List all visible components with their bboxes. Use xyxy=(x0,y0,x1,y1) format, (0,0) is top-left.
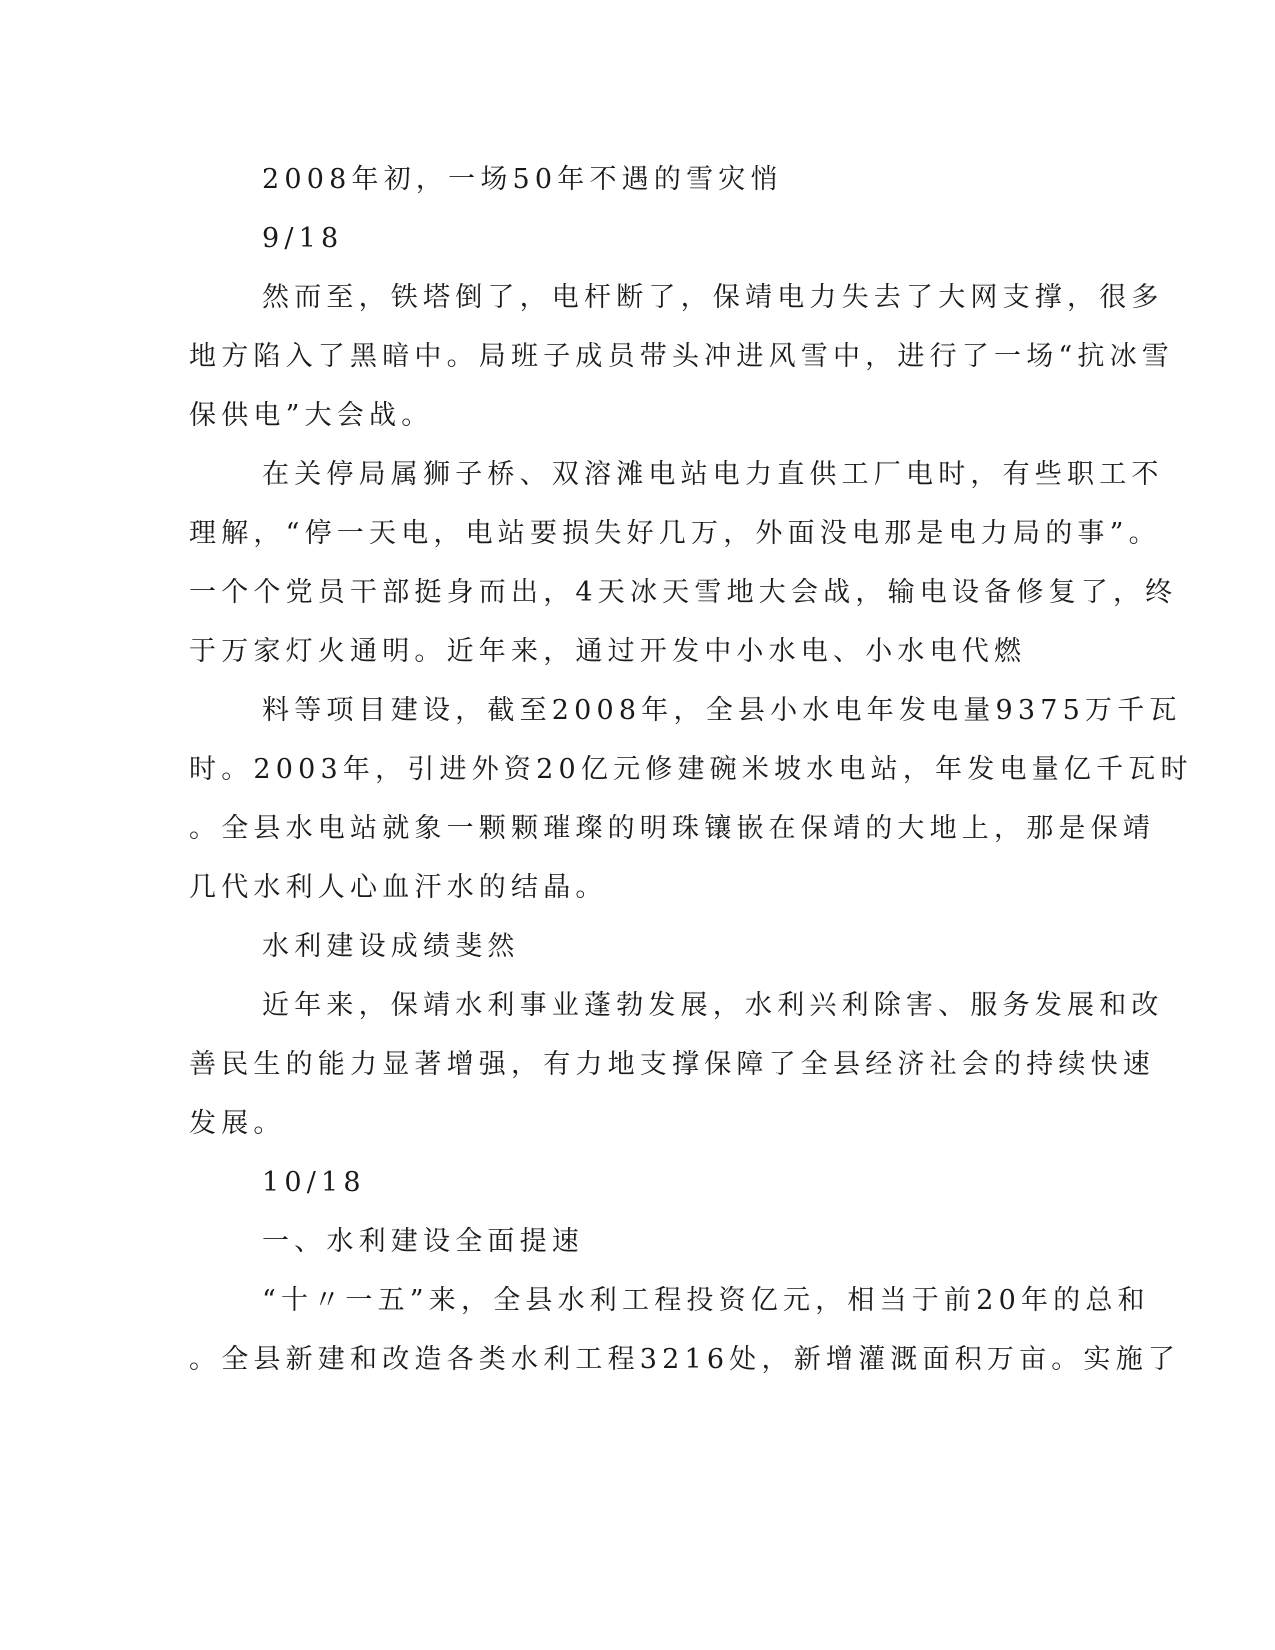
text-line: 于万家灯火通明。近年来，通过开发中小水电、小水电代燃 xyxy=(189,636,1027,667)
page-number: 10/18 xyxy=(262,1167,366,1198)
text-line: 2008年初，一场50年不遇的雪灾悄 xyxy=(262,164,783,195)
section-heading: 一、水利建设全面提速 xyxy=(262,1226,584,1257)
text-line: 近年来，保靖水利事业蓬勃发展，水利兴利除害、服务发展和改 xyxy=(262,990,1164,1021)
text-line: 料等项目建设，截至2008年，全县小水电年发电量9375万千瓦 xyxy=(262,695,1182,726)
text-line: 保供电”大会战。 xyxy=(189,400,434,431)
text-line: 。全县新建和改造各类水利工程3216处，新增灌溉面积万亩。实施了 xyxy=(189,1344,1181,1375)
text-line: 时。2003年，引进外资20亿元修建碗米坡水电站，年发电量亿千瓦时 xyxy=(189,754,1193,785)
text-line: 。全县水电站就象一颗颗璀璨的明珠镶嵌在保靖的大地上，那是保靖 xyxy=(189,813,1155,844)
text-line: 一个个党员干部挺身而出，4天冰天雪地大会战，输电设备修复了，终 xyxy=(189,577,1178,608)
text-line: 在关停局属狮子桥、双溶滩电站电力直供工厂电时，有些职工不 xyxy=(262,459,1164,490)
page-number: 9/18 xyxy=(262,223,344,254)
text-line: “十〃一五”来，全县水利工程投资亿元，相当于前20年的总和 xyxy=(262,1285,1150,1316)
text-line: 地方陷入了黑暗中。局班子成员带头冲进风雪中，进行了一场“抗冰雪 xyxy=(189,341,1175,372)
text-line: 发展。 xyxy=(189,1108,286,1139)
text-line: 理解，“停一天电，电站要损失好几万，外面没电那是电力局的事”。 xyxy=(189,518,1161,549)
text-line: 然而至，铁塔倒了，电杆断了，保靖电力失去了大网支撑，很多 xyxy=(262,282,1164,313)
section-heading: 水利建设成绩斐然 xyxy=(262,931,520,962)
text-line: 善民生的能力显著增强，有力地支撑保障了全县经济社会的持续快速 xyxy=(189,1049,1155,1080)
text-line: 几代水利人心血汗水的结晶。 xyxy=(189,872,608,903)
